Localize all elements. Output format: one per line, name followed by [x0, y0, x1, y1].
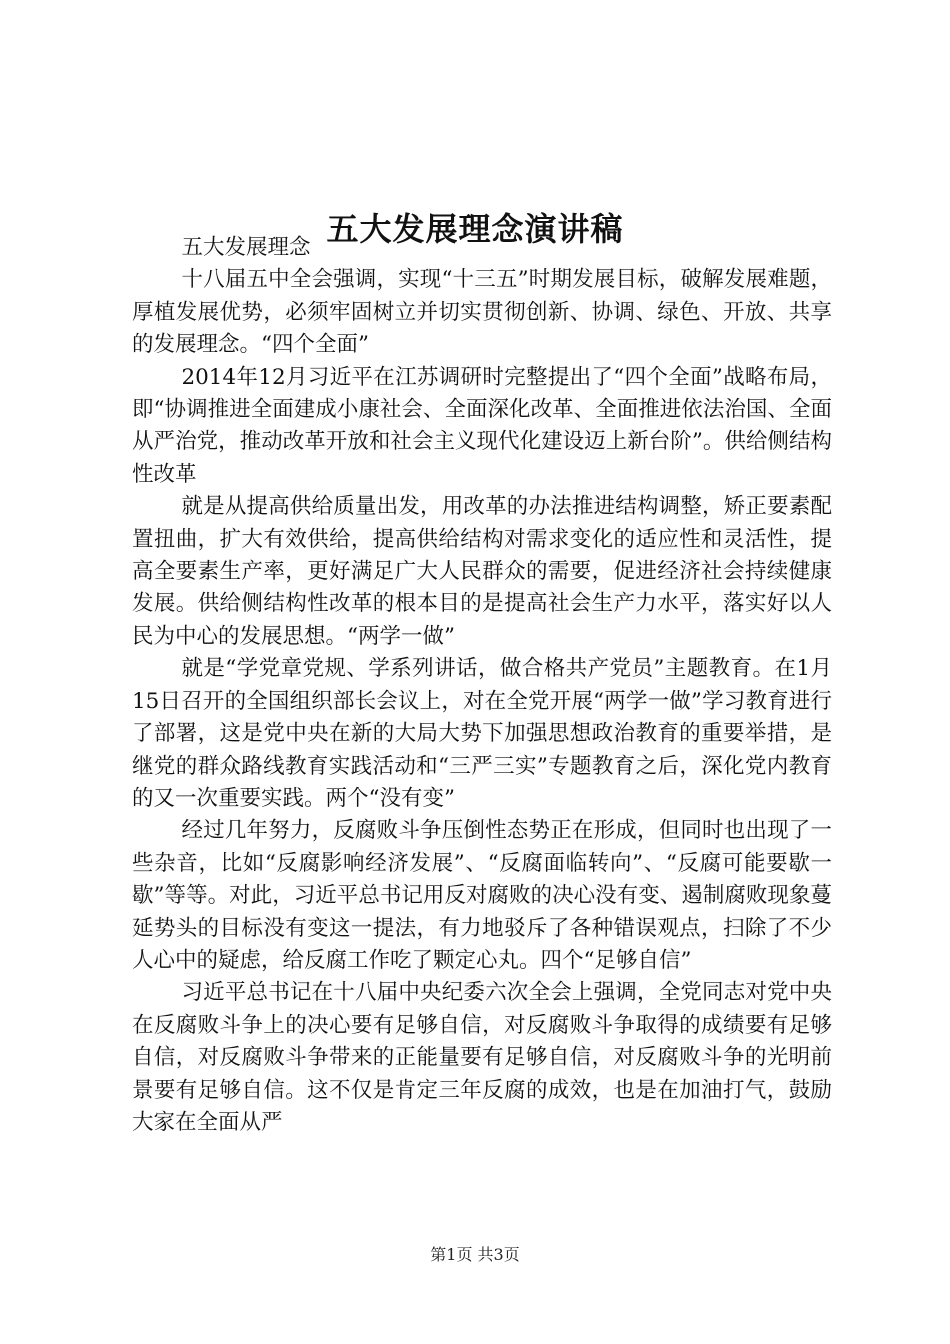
page-number-footer: 第1页 共3页	[430, 1245, 520, 1264]
paragraph: 就是从提高供给质量出发，用改革的办法推进结构调整，矫正要素配置扭曲，扩大有效供给，提高供给结构对需求变化的适应性和灵活性，提高全要素生产率，更好满足广大人民群众的需要，促进经济社会持续健康发展。供给侧结构性改革的根本目的是提高社会生产力水平，落实好以人民为中心的发展思想。“两学一做”	[132, 494, 832, 649]
document-body	[132, 232, 832, 1139]
paragraph: 五大发展理念	[181, 235, 311, 260]
paragraph: 就是“学党章党规、学系列讲话，做合格共产党员”主题教育。在1月15日召开的全国组织部长会议上，对在全党开展“两学一做”学习教育进行了部署，这是党中央在新的大局大势下加强思想政治教育的重要举措，是继党的群众路线教育实践活动和“三严三实”专题教育之后，深化党内教育的又一次重要实践。两个“没有变”	[132, 656, 832, 811]
document-title: 五大发展理念演讲稿	[326, 210, 624, 249]
paragraph: 十八届五中全会强调，实现“十三五”时期发展目标，破解发展难题，厚植发展优势，必须牢固树立并切实贯彻创新、协调、绿色、开放、共享的发展理念。“四个全面”	[132, 267, 832, 358]
paragraph: 习近平总书记在十八届中央纪委六次全会上强调，全党同志对党中央在反腐败斗争上的决心要有足够自信，对反腐败斗争取得的成绩要有足够自信，对反腐败斗争带来的正能量要有足够自信，对反腐败斗争的光明前景要有足够自信。这不仅是肯定三年反腐的成效，也是在加油打气，鼓励大家在全面从严	[132, 980, 832, 1135]
paragraph: 经过几年努力，反腐败斗争压倒性态势正在形成，但同时也出现了一些杂音，比如“反腐影响经济发展”、“反腐面临转向”、“反腐可能要歇一歇”等等。对此，习近平总书记用反对腐败的决心没有变、遏制腐败现象蔓延势头的目标没有变这一提法，有力地驳斥了各种错误观点，扫除了不少人心中的疑虑，给反腐工作吃了颗定心丸。四个“足够自信”	[132, 818, 832, 973]
paragraph: 2014年12月习近平在江苏调研时完整提出了“四个全面”战略布局，即“协调推进全面建成小康社会、全面深化改革、全面推进依法治国、全面从严治党，推动改革开放和社会主义现代化建设迈上新台阶”。供给侧结构性改革	[132, 364, 832, 487]
